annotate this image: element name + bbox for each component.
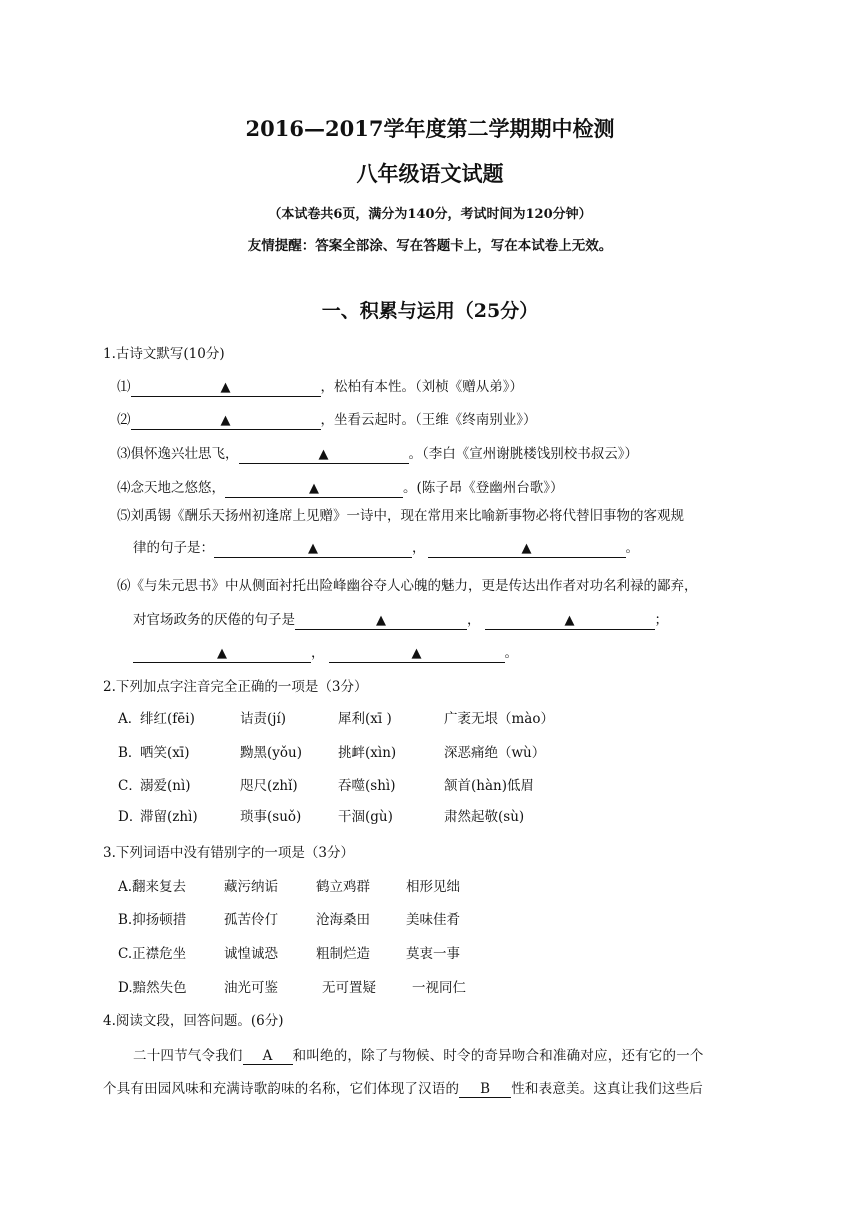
answer-blank xyxy=(329,645,505,663)
item-text: 。（李白《宣州谢朓楼饯别校书叔云》） xyxy=(408,446,638,462)
item-text: 。(陈子昂《登幽州台歌》） xyxy=(403,480,564,496)
blank-mark: ▲ xyxy=(411,646,422,661)
option-word: 颔首(hàn)低眉 xyxy=(444,778,534,794)
blank-b: B xyxy=(459,1081,511,1098)
option-letter: C． xyxy=(118,778,142,794)
item-text: 对官场政务的厌倦的句子是 xyxy=(133,612,295,628)
option-word: 犀利(xī ) xyxy=(338,711,392,727)
q1-item-6-line3 xyxy=(133,641,518,663)
answer-blank xyxy=(295,612,467,630)
option-word: 琐事(suǒ) xyxy=(240,809,302,825)
q1-item-6-line1: ⑹《与朱元思书》中从侧面衬托出险峰幽谷夺人心魄的魅力，更是传达出作者对功名利禄的鄙弃， xyxy=(117,578,698,594)
blank-mark: ▲ xyxy=(521,541,532,556)
exam-info: （本试卷共6页，满分为140分，考试时间为120分钟） xyxy=(268,207,592,222)
item-text: 。 xyxy=(625,540,639,556)
q2-title: 2.下列加点字注音完全正确的一项是（3分） xyxy=(103,679,368,695)
item-number: ⑴ xyxy=(117,379,131,395)
item-text: ，坐看云起时。（王维《终南别业》） xyxy=(320,412,537,428)
paragraph-text: 和叫绝的，除了与物候、时令的奇异吻合和准确对应，还有它的一个 xyxy=(292,1048,704,1064)
option-word: C.正襟危坐 xyxy=(118,946,187,962)
answer-blank xyxy=(428,540,626,558)
answer-blank xyxy=(214,540,412,558)
item-text: ， xyxy=(467,612,481,628)
blank-mark: ▲ xyxy=(217,646,227,661)
option-word: 广袤无垠（mào） xyxy=(444,711,554,727)
blank-mark: ▲ xyxy=(564,613,575,628)
answer-blank xyxy=(239,446,409,464)
blank-mark: ▲ xyxy=(220,380,231,395)
q1-title: 1.古诗文默写(10分) xyxy=(103,346,225,362)
blank-a: A xyxy=(243,1048,293,1065)
q4-paragraph-line2 xyxy=(103,1077,703,1098)
q1-item-6-line2 xyxy=(133,608,668,630)
answer-blank xyxy=(131,412,321,430)
item-text: ⑶俱怀逸兴壮思飞， xyxy=(117,446,239,462)
option-word: 咫尺(zhǐ) xyxy=(240,778,298,794)
paragraph-text: 个具有田园风味和充满诗歌韵味的名称，它们体现了汉语的 xyxy=(103,1081,460,1097)
option-word: 吞噬(shì) xyxy=(338,778,396,794)
option-word: 深恶痛绝（wù） xyxy=(444,745,546,761)
option-word: 沧海桑田 xyxy=(316,912,370,928)
q1-item-1 xyxy=(117,375,523,397)
answer-blank xyxy=(485,612,655,630)
option-word: 挑衅(xìn) xyxy=(338,745,397,761)
exam-subtitle: 八年级语文试题 xyxy=(356,161,504,186)
answer-blank xyxy=(225,480,403,498)
q1-item-4 xyxy=(117,476,564,498)
item-text: 。 xyxy=(504,645,518,661)
option-word: 孤苦伶仃 xyxy=(224,912,278,928)
option-word: 美味佳肴 xyxy=(406,912,460,928)
option-word: 一视同仁 xyxy=(412,980,466,996)
item-number: ⑵ xyxy=(117,412,131,428)
q3-title: 3.下列词语中没有错别字的一项是（3分） xyxy=(103,845,354,861)
option-word: D.黯然失色 xyxy=(118,980,187,996)
option-word: 干涸(gù) xyxy=(338,809,393,825)
q4-title: 4.阅读文段，回答问题。(6分) xyxy=(103,1013,284,1029)
q1-item-2 xyxy=(117,408,537,430)
option-word: 肃然起敬(sù) xyxy=(444,809,525,825)
paragraph-text: 性和表意美。这真让我们这些后 xyxy=(511,1081,704,1097)
blank-mark: ▲ xyxy=(318,447,329,462)
option-word: 哂笑(xī) xyxy=(140,745,190,761)
blank-mark: ▲ xyxy=(309,481,319,496)
exam-title: 2016—2017学年度第二学期期中检测 xyxy=(245,116,615,141)
q1-item-5-line1: ⑸刘禹锡《酬乐天扬州初逢席上见赠》一诗中，现在常用来比喻新事物必将代替旧事物的客观规 xyxy=(117,508,684,524)
item-text: 律的句子是： xyxy=(133,540,214,556)
answer-blank xyxy=(133,645,311,663)
item-text: ，松柏有本性。（刘桢《赠从弟》） xyxy=(320,379,523,395)
item-text: ， xyxy=(311,645,325,661)
option-letter: A． xyxy=(118,711,142,727)
exam-reminder: 友情提醒：答案全部涂、写在答题卡上，写在本试卷上无效。 xyxy=(247,238,613,254)
option-word: 滞留(zhì) xyxy=(140,809,198,825)
option-word: 藏污纳诟 xyxy=(224,879,278,895)
option-word: 诘责(jí) xyxy=(240,711,287,727)
option-word: 鹤立鸡群 xyxy=(316,879,370,895)
section-title: 一、积累与运用（25分） xyxy=(321,300,539,322)
blank-mark: ▲ xyxy=(220,413,231,428)
option-word: 粗制烂造 xyxy=(316,946,370,962)
q4-paragraph-line1 xyxy=(133,1044,704,1065)
option-word: 油光可鉴 xyxy=(224,980,278,996)
option-word: B.抑扬顿措 xyxy=(118,912,187,928)
q1-item-5-line2 xyxy=(133,536,639,558)
option-word: 黝黑(yǒu) xyxy=(240,745,302,761)
option-word: 相形见绌 xyxy=(406,879,460,895)
blank-mark: ▲ xyxy=(376,613,386,628)
item-text: ； xyxy=(654,612,668,628)
option-word: A.翻来复去 xyxy=(118,879,187,895)
option-word: 无可置疑 xyxy=(322,980,376,996)
option-word: 绯红(fēi) xyxy=(140,711,195,727)
item-text: ⑷念天地之悠悠， xyxy=(117,480,225,496)
option-letter: D． xyxy=(118,809,143,825)
option-word: 诚惶诚恐 xyxy=(224,946,278,962)
paragraph-text: 二十四节气令我们 xyxy=(133,1048,243,1064)
blank-mark: ▲ xyxy=(308,541,318,556)
answer-blank xyxy=(131,379,321,397)
option-word: 莫衷一事 xyxy=(406,946,460,962)
item-text: ， xyxy=(412,540,426,556)
q1-item-3 xyxy=(117,442,638,464)
option-word: 溺爱(nì) xyxy=(140,778,191,794)
option-letter: B． xyxy=(118,745,142,761)
